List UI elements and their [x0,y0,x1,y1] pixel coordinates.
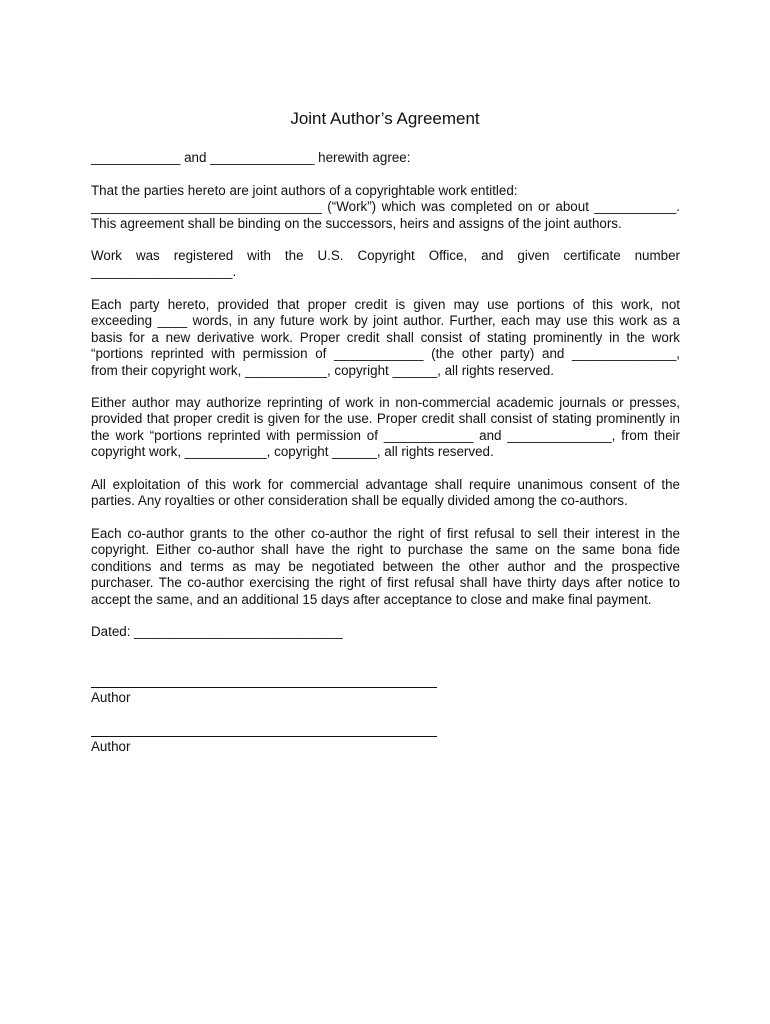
paragraph-line: Each party hereto, provided that proper credit is given may use portions of this work, not [91,297,680,312]
parties-line-text: ____________ and ______________ herewith agree: [91,150,411,165]
paragraph-line: parties. Any royalties or other consideration shall be equally divided among the co-authors. [91,493,628,509]
paragraph-line: copyright. Either co-author shall have the right to purchase the same on the same bona fide [91,542,680,558]
document-title: Joint Author’s Agreement [290,109,480,128]
paragraph-line: from their copyright work, ___________, copyright ______, all rights reserved. [91,362,554,378]
paragraph-commercial-exploitation [91,477,680,510]
paragraph-line: _______________________________ (“Work”) which was completed on or about ___________. [91,199,680,215]
paragraph-line: This agreement shall be binding on the successors, heirs and assigns of the joint authors. [91,215,622,231]
paragraph-line: the work “portions reprinted with permission of ____________ and ______________, from their [91,427,680,443]
paragraph-line: basis for a new derivative work. Proper credit shall consist of stating prominently in the work [91,329,680,345]
paragraph-line: “portions reprinted with permission of ____________ (the other party) and ______________, [91,346,680,362]
dated-line: Dated: ____________________________ [91,624,343,639]
signature-label: Author [91,739,131,754]
paragraph-line: purchaser. The co-author exercising the right of first refusal shall have thirty days after notice to [91,575,680,591]
signature-line [91,687,437,688]
paragraph-line: All exploitation of this work for commercial advantage shall require unanimous consent of the [91,477,680,492]
signature-line [91,736,437,737]
paragraph-line: Each co-author grants to the other co-author the right of first refusal to sell their interest in the [91,526,680,541]
paragraph-first-refusal [91,526,680,608]
paragraph-line: copyright work, ___________, copyright ______, all rights reserved. [91,444,494,460]
paragraph-line: provided that proper credit is given for the use. Proper credit shall consist of stating prominently in [91,411,680,427]
parties-line [91,150,680,166]
paragraph-line: accept the same, and an additional 15 days after acceptance to close and make final payment. [91,591,652,607]
paragraph-registration [91,248,680,281]
paragraph-reprinting [91,395,680,461]
signature-label: Author [91,690,131,705]
paragraph-line: ___________________. [91,264,237,280]
paragraph-use-portions [91,297,680,379]
paragraph-work-entitled [91,183,680,232]
paragraph-line: conditions and terms as may be negotiated between the other author and the prospective [91,558,680,574]
paragraph-line: That the parties hereto are joint authors of a copyrightable work entitled: [91,183,518,198]
paragraph-line: Work was registered with the U.S. Copyright Office, and given certificate number [91,248,680,263]
paragraph-line: exceeding ____ words, in any future work by joint author. Further, each may use this work as a [91,313,680,329]
paragraph-line: Either author may authorize reprinting of work in non-commercial academic journals or presses, [91,395,680,410]
dated-field [91,624,680,640]
